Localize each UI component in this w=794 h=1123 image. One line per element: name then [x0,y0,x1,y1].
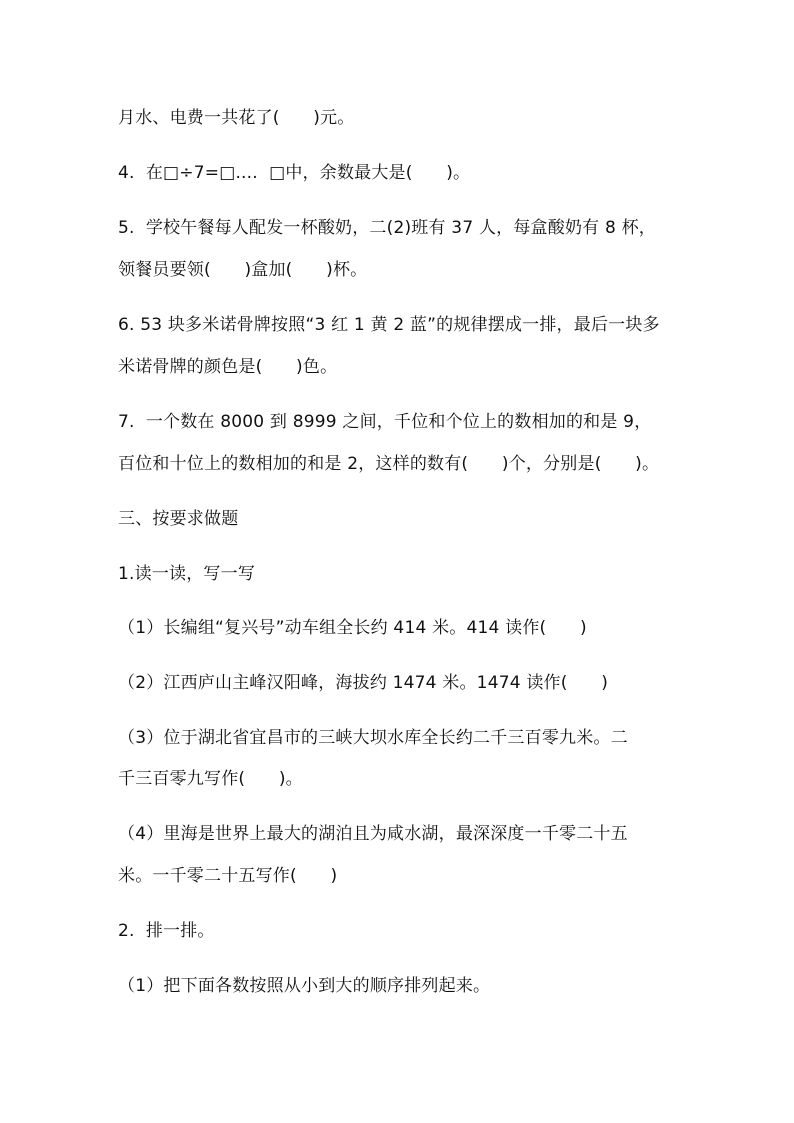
subsection-heading: 1.读一读，写一写 [118,564,256,584]
text-line: 领餐员要领( )盒加( )杯。 [118,260,368,280]
text-line: 7. 一个数在 8000 到 8999 之间，千位和个位上的数相加的和是 9， [118,412,652,432]
text-line: 米诺骨牌的颜色是( )色。 [118,357,338,377]
text-line: 5. 学校午餐每人配发一杯酸奶，二(2)班有 37 人，每盒酸奶有 8 杯， [118,218,656,238]
subsection-heading: 2. 排一排。 [118,921,215,941]
section-heading: 三、按要求做题 [118,509,239,529]
text-line: 月水、电费一共花了( )元。 [118,108,355,128]
text-line: （4）里海是世界上最大的湖泊且为咸水湖，最深深度一千零二十五 [118,824,628,844]
text-line: （2）江西庐山主峰汉阳峰，海拔约 1474 米。1474 读作( ) [118,673,609,693]
text-line: 6. 53 块多米诺骨牌按照“3 红 1 黄 2 蓝”的规律摆成一排，最后一块多 [118,315,660,335]
text-line: （1）把下面各数按照从小到大的顺序排列起来。 [118,976,491,996]
text-line: （1）长编组“复兴号”动车组全长约 414 米。414 读作( ) [118,618,587,638]
text-line: 千三百零九写作( )。 [118,769,303,789]
text-line: 米。一千零二十五写作( ) [118,866,338,886]
text-line: （3）位于湖北省宜昌市的三峡大坝水库全长约二千三百零九米。二 [118,728,628,748]
text-line: 百位和十位上的数相加的和是 2，这样的数有( )个，分别是( )。 [118,454,660,474]
text-line: 4. 在□÷7=□.... □中，余数最大是( )。 [118,163,471,183]
